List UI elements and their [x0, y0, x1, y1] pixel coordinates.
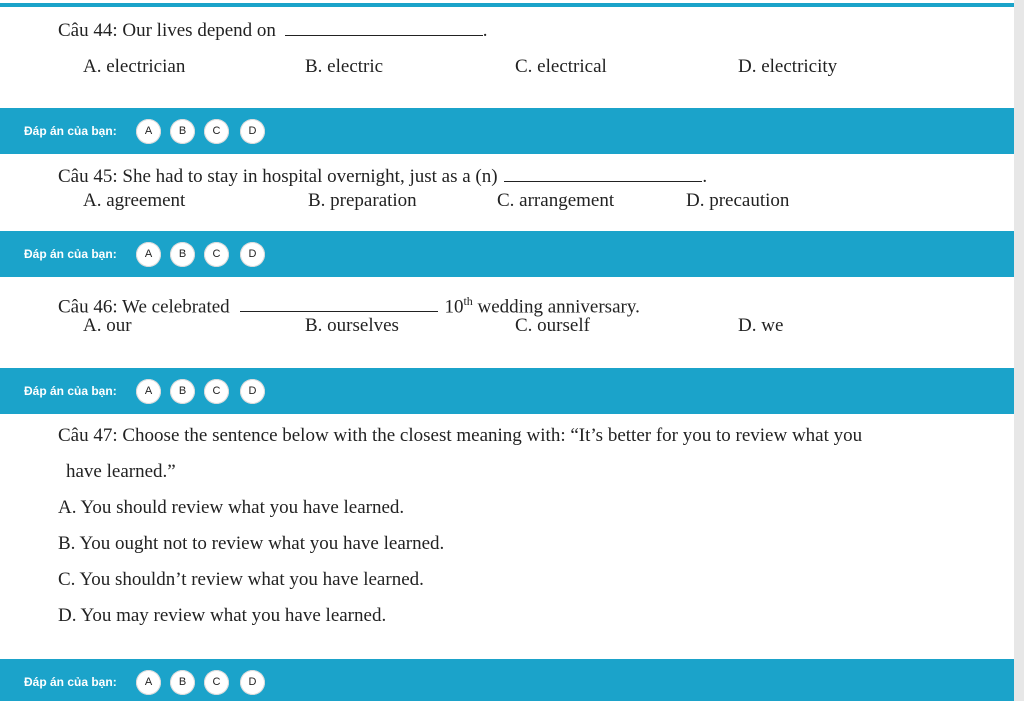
q46-number: 10 — [444, 296, 464, 318]
q46-choice-c[interactable]: C — [204, 379, 229, 404]
q46-choice-d[interactable]: D — [240, 379, 265, 404]
q47-option-a: A. You should review what you have learned. — [58, 497, 405, 518]
q47-choice-a[interactable]: A — [136, 670, 161, 695]
q47-option-d: D. You may review what you have learned. — [58, 605, 387, 626]
q44-blank — [285, 21, 483, 36]
q45-choice-c[interactable]: C — [204, 242, 229, 267]
answer-label: Đáp án của bạn: — [24, 124, 117, 138]
q45-choice-d[interactable]: D — [240, 242, 265, 267]
q47-option-c: C. You shouldn’t review what you have learned. — [58, 569, 424, 590]
q46-option-a: A. our — [83, 315, 132, 336]
q47-choice-d[interactable]: D — [240, 670, 265, 695]
q44-option-d: D. electricity — [738, 56, 838, 77]
answer-bar-q46 — [0, 368, 1014, 414]
answer-label: Đáp án của bạn: — [24, 247, 117, 261]
top-accent-line — [0, 3, 1014, 7]
q46-choice-b[interactable]: B — [170, 379, 195, 404]
q46-option-c: C. ourself — [515, 315, 590, 336]
q46-choice-a[interactable]: A — [136, 379, 161, 404]
q44-option-b: B. electric — [305, 56, 384, 77]
q47-prompt-line2: have learned.” — [66, 461, 176, 482]
q45-choice-b[interactable]: B — [170, 242, 195, 267]
q46-option-b: B. ourselves — [305, 315, 399, 336]
q44-choice-d[interactable]: D — [240, 119, 265, 144]
q44-option-a: A. electrician — [83, 56, 186, 77]
q45-option-b: B. preparation — [308, 190, 417, 211]
q46-ordinal: th — [463, 294, 473, 308]
scrollbar-track[interactable] — [1014, 0, 1024, 701]
answer-label: Đáp án của bạn: — [24, 384, 117, 398]
q45-option-d: D. precaution — [686, 190, 790, 211]
q47-choice-c[interactable]: C — [204, 670, 229, 695]
q44-option-c: C. electrical — [515, 56, 607, 77]
q46-text: Câu 46: We celebrated — [58, 296, 230, 318]
answer-bar-q47 — [0, 659, 1014, 701]
answer-bar-q44 — [0, 108, 1014, 154]
q45-end: . — [702, 166, 708, 187]
q44-text: Câu 44: Our lives depend on — [58, 20, 276, 41]
q47-option-b: B. You ought not to review what you have learned. — [58, 533, 445, 554]
q45-option-a: A. agreement — [83, 190, 186, 211]
q44-choice-c[interactable]: C — [204, 119, 229, 144]
q46-option-d: D. we — [738, 315, 784, 336]
q46-rest: wedding anniversary. — [472, 296, 640, 318]
q45-blank — [504, 167, 702, 182]
answer-label: Đáp án của bạn: — [24, 675, 117, 689]
q46-blank — [240, 297, 438, 312]
q45-prompt — [58, 166, 707, 188]
q44-prompt — [58, 20, 487, 42]
q44-choice-a[interactable]: A — [136, 119, 161, 144]
q45-choice-a[interactable]: A — [136, 242, 161, 267]
answer-bar-q45 — [0, 231, 1014, 277]
q44-end: . — [482, 20, 488, 41]
q45-text: Câu 45: She had to stay in hospital overnight, just as a (n) — [58, 166, 498, 187]
q47-prompt-line1: Câu 47: Choose the sentence below with the closest meaning with: “It’s better for you to review what you — [58, 425, 863, 446]
q45-option-c: C. arrangement — [497, 190, 615, 211]
q44-choice-b[interactable]: B — [170, 119, 195, 144]
q47-choice-b[interactable]: B — [170, 670, 195, 695]
